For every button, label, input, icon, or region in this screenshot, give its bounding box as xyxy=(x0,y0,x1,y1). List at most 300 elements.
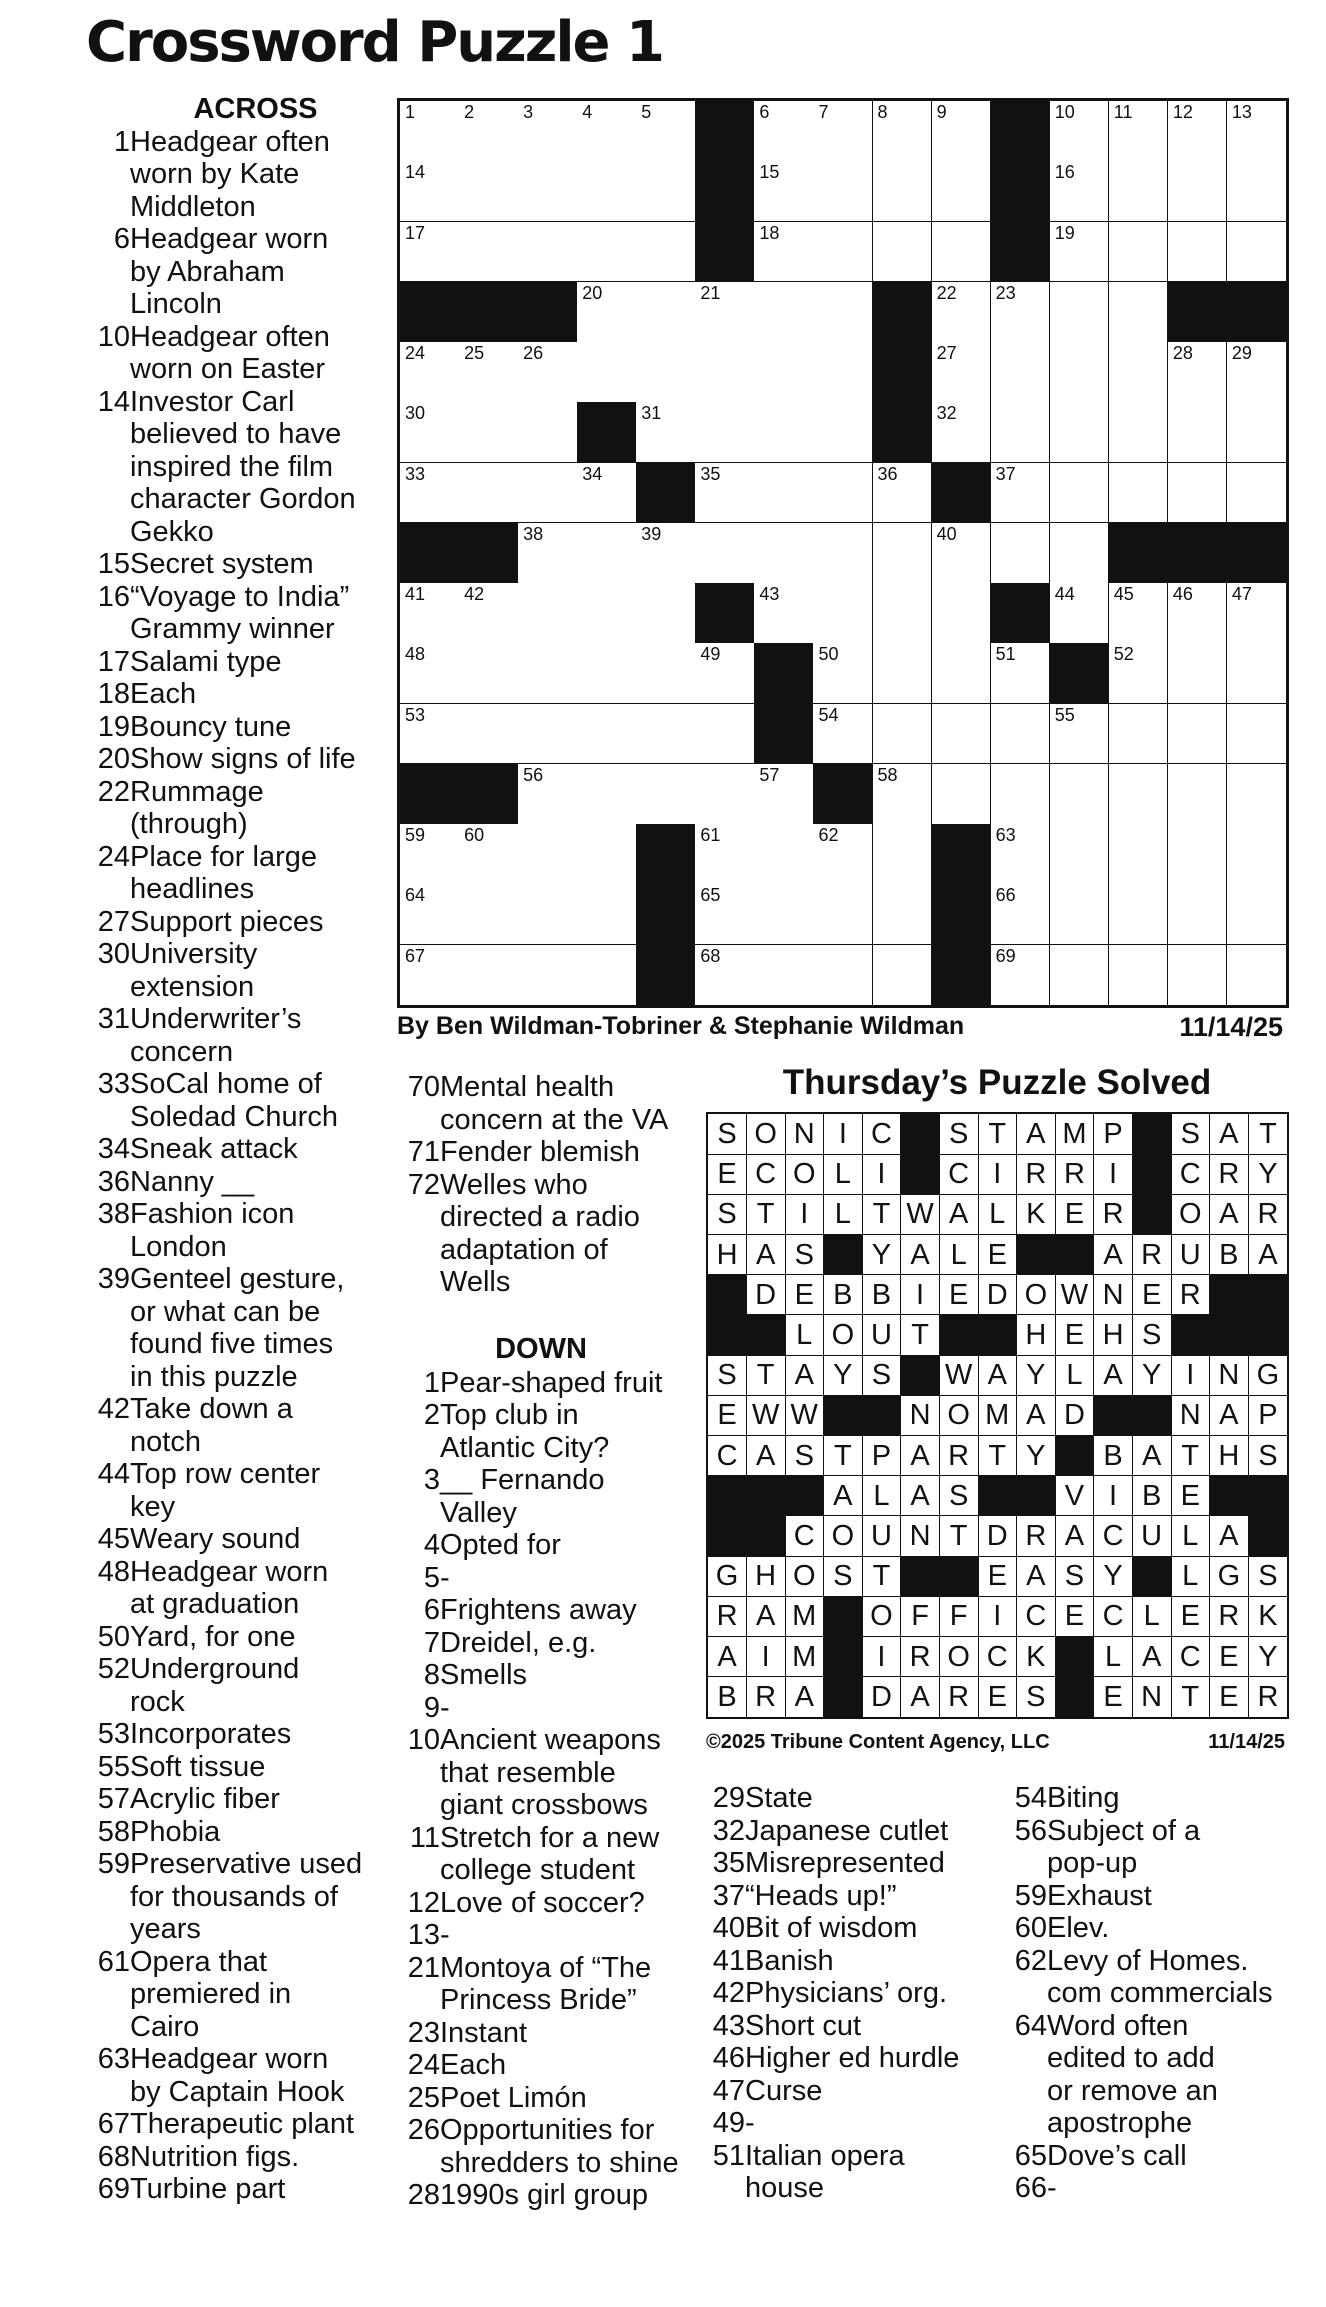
solution-letter: R xyxy=(1248,1194,1287,1235)
solution-grid xyxy=(706,1112,1289,1719)
grid-cell[interactable] xyxy=(991,945,1051,1005)
grid-cell[interactable] xyxy=(813,945,873,1005)
clue-text-line: Top club in xyxy=(440,1399,579,1431)
grid-cell[interactable] xyxy=(400,884,460,945)
grid-cell[interactable] xyxy=(459,945,519,1005)
grid-cell[interactable] xyxy=(695,945,755,1005)
grid-cell[interactable] xyxy=(873,884,933,945)
grid-cell[interactable] xyxy=(1109,402,1169,463)
solution-letter: W xyxy=(940,1355,979,1396)
clue-number: 48 xyxy=(97,1555,130,1588)
grid-cell[interactable] xyxy=(813,824,873,885)
grid-cell[interactable] xyxy=(1227,884,1286,945)
grid-cell[interactable] xyxy=(813,282,873,343)
clue-number: 20 xyxy=(97,743,130,775)
grid-cell[interactable] xyxy=(577,222,637,283)
grid-cell[interactable] xyxy=(695,523,755,584)
black-square xyxy=(518,282,578,343)
grid-cell[interactable] xyxy=(1050,824,1110,885)
cell-number: 6 xyxy=(759,102,770,122)
solution-letter: I xyxy=(747,1637,786,1678)
grid-cell[interactable] xyxy=(695,884,755,945)
grid-cell[interactable] xyxy=(400,463,460,524)
black-square xyxy=(695,583,755,644)
clue-text-line: extension xyxy=(130,970,255,1003)
grid-cell[interactable] xyxy=(695,643,755,704)
clue-text-line: Valley xyxy=(440,1496,517,1529)
grid-cell[interactable] xyxy=(518,342,578,403)
grid-cell[interactable] xyxy=(1227,402,1286,463)
grid-cell[interactable] xyxy=(754,764,814,825)
grid-cell[interactable] xyxy=(1050,523,1110,584)
grid-cell[interactable] xyxy=(873,643,933,704)
grid-cell[interactable] xyxy=(1168,463,1228,524)
clue-number: 5 xyxy=(423,1561,440,1594)
grid-cell[interactable] xyxy=(636,342,696,403)
clue-number: 3 xyxy=(423,1464,440,1496)
grid-cell[interactable] xyxy=(813,222,873,283)
clue-text-line: concern at the VA xyxy=(440,1103,669,1136)
grid-cell[interactable] xyxy=(400,643,460,704)
grid-cell[interactable] xyxy=(518,101,578,162)
clue-item xyxy=(396,2114,686,2179)
grid-cell[interactable] xyxy=(1109,463,1169,524)
grid-cell[interactable] xyxy=(400,945,460,1005)
clue-text-line: Levy of Homes. xyxy=(1047,1944,1249,1977)
grid-cell[interactable] xyxy=(400,222,460,283)
cell-number: 35 xyxy=(700,463,721,484)
clue-number: 24 xyxy=(97,840,130,873)
grid-cell[interactable] xyxy=(695,704,755,765)
grid-cell[interactable] xyxy=(518,704,578,765)
grid-cell[interactable] xyxy=(991,463,1051,524)
grid-cell[interactable] xyxy=(577,704,637,765)
grid-cell[interactable] xyxy=(873,824,933,885)
grid-cell[interactable] xyxy=(636,402,696,463)
clue-text-line: college student xyxy=(440,1854,636,1886)
clue-text-line: Bouncy tune xyxy=(130,710,292,743)
clue-number: 51 xyxy=(712,2139,745,2172)
grid-cell[interactable] xyxy=(932,643,992,704)
grid-cell[interactable] xyxy=(577,884,637,945)
grid-cell[interactable] xyxy=(636,583,696,644)
solution-letter: E xyxy=(1171,1476,1210,1517)
clue-item xyxy=(86,1133,381,1166)
solution-letter: I xyxy=(862,1637,901,1678)
cell-number: 38 xyxy=(523,523,544,544)
clue-item xyxy=(396,1562,686,1595)
grid-cell[interactable] xyxy=(1050,282,1110,343)
grid-cell[interactable] xyxy=(873,222,933,283)
grid-cell[interactable] xyxy=(813,643,873,704)
grid-cell[interactable] xyxy=(1050,161,1110,222)
grid-cell[interactable] xyxy=(813,342,873,403)
grid-cell[interactable] xyxy=(932,523,992,584)
grid-cell[interactable] xyxy=(518,945,578,1005)
grid-cell[interactable] xyxy=(1050,704,1110,765)
clue-text-line: for thousands of xyxy=(130,1880,338,1913)
clue-text-line: Instant xyxy=(440,2016,528,2049)
grid-cell[interactable] xyxy=(400,161,460,222)
grid-cell[interactable] xyxy=(1109,643,1169,704)
clue-number: 54 xyxy=(1014,1782,1047,1814)
grid-cell[interactable] xyxy=(577,282,637,343)
clue-item xyxy=(701,2042,991,2075)
clue-text-line: Banish xyxy=(745,1944,834,1977)
grid-cell[interactable] xyxy=(873,583,933,644)
grid-cell[interactable] xyxy=(577,643,637,704)
grid-cell[interactable] xyxy=(1227,945,1286,1005)
cell-number: 20 xyxy=(582,282,603,303)
grid-cell[interactable] xyxy=(636,222,696,283)
grid-cell[interactable] xyxy=(518,643,578,704)
grid-cell[interactable] xyxy=(1109,101,1169,162)
solution-letter: S xyxy=(708,1355,747,1396)
cell-number: 44 xyxy=(1054,584,1075,605)
solution-letter: B xyxy=(824,1275,863,1316)
black-square xyxy=(636,824,696,885)
grid-cell[interactable] xyxy=(695,764,755,825)
clue-item xyxy=(396,2082,686,2115)
clue-text-line: Love of soccer? xyxy=(440,1886,645,1919)
grid-cell[interactable] xyxy=(754,463,814,524)
grid-cell[interactable] xyxy=(518,222,578,283)
clue-text-line: Middleton xyxy=(130,190,256,223)
grid-cell[interactable] xyxy=(754,523,814,584)
grid-cell[interactable] xyxy=(1168,884,1228,945)
grid-cell[interactable] xyxy=(518,824,578,885)
grid-cell[interactable] xyxy=(1227,101,1286,162)
grid-cell[interactable] xyxy=(1050,463,1110,524)
solution-letter: A xyxy=(708,1637,747,1678)
grid-cell[interactable] xyxy=(518,402,578,463)
grid-cell[interactable] xyxy=(873,945,933,1005)
grid-cell[interactable] xyxy=(459,583,519,644)
solution-letter: H xyxy=(1017,1315,1056,1356)
grid-cell[interactable] xyxy=(873,704,933,765)
grid-cell[interactable] xyxy=(1109,764,1169,825)
grid-cell[interactable] xyxy=(932,282,992,343)
grid-cell[interactable] xyxy=(636,101,696,162)
grid-cell[interactable] xyxy=(459,463,519,524)
grid-cell[interactable] xyxy=(636,643,696,704)
grid-cell[interactable] xyxy=(1050,764,1110,825)
grid-cell[interactable] xyxy=(577,101,637,162)
solution-letter: A xyxy=(978,1355,1017,1396)
grid-cell[interactable] xyxy=(754,884,814,945)
grid-cell[interactable] xyxy=(991,402,1051,463)
grid-cell[interactable] xyxy=(1050,402,1110,463)
grid-cell[interactable] xyxy=(873,161,933,222)
solution-letter: A xyxy=(1094,1235,1133,1276)
grid-cell[interactable] xyxy=(1050,342,1110,403)
grid-cell[interactable] xyxy=(991,523,1051,584)
grid-cell[interactable] xyxy=(1168,643,1228,704)
down-clues-column-4 xyxy=(1003,1782,1303,2205)
solution-letter: A xyxy=(747,1596,786,1637)
grid-cell[interactable] xyxy=(1109,824,1169,885)
solution-letter: A xyxy=(1210,1194,1249,1235)
clue-item xyxy=(86,1068,381,1133)
clue-text-line: Opted for xyxy=(440,1529,561,1561)
solution-letter: C xyxy=(862,1114,901,1155)
grid-cell[interactable] xyxy=(754,824,814,885)
grid-cell[interactable] xyxy=(400,704,460,765)
clue-number: 10 xyxy=(97,320,130,353)
grid-cell[interactable] xyxy=(932,704,992,765)
grid-cell[interactable] xyxy=(1168,101,1228,162)
grid-cell[interactable] xyxy=(1168,945,1228,1005)
clue-text-line: Mental health xyxy=(440,1071,615,1103)
solution-letter: C xyxy=(978,1637,1017,1678)
grid-cell[interactable] xyxy=(1109,161,1169,222)
grid-cell[interactable] xyxy=(459,222,519,283)
grid-cell[interactable] xyxy=(1050,583,1110,644)
solution-black-square xyxy=(824,1596,863,1637)
grid-cell[interactable] xyxy=(636,704,696,765)
grid-cell[interactable] xyxy=(813,523,873,584)
grid-cell[interactable] xyxy=(636,161,696,222)
grid-cell[interactable] xyxy=(400,402,460,463)
grid-cell[interactable] xyxy=(577,764,637,825)
grid-cell[interactable] xyxy=(813,583,873,644)
grid-cell[interactable] xyxy=(991,342,1051,403)
cell-number: 30 xyxy=(405,403,426,424)
cell-number: 39 xyxy=(641,523,662,544)
grid-cell[interactable] xyxy=(459,643,519,704)
clue-text-line: Weary sound xyxy=(130,1523,301,1555)
solution-letter: T xyxy=(1171,1677,1210,1718)
grid-cell[interactable] xyxy=(518,764,578,825)
clue-text-line: shredders to shine xyxy=(440,2146,679,2179)
grid-cell[interactable] xyxy=(1050,884,1110,945)
grid-cell[interactable] xyxy=(459,402,519,463)
grid-cell[interactable] xyxy=(1109,342,1169,403)
grid-cell[interactable] xyxy=(754,101,814,162)
clue-number: 27 xyxy=(97,905,130,938)
grid-cell[interactable] xyxy=(1109,704,1169,765)
grid-cell[interactable] xyxy=(636,282,696,343)
grid-cell[interactable] xyxy=(1227,824,1286,885)
solution-black-square xyxy=(1171,1315,1210,1356)
grid-cell[interactable] xyxy=(813,704,873,765)
grid-cell[interactable] xyxy=(754,583,814,644)
clue-item xyxy=(86,1458,381,1523)
solution-letter: L xyxy=(1055,1355,1094,1396)
grid-cell[interactable] xyxy=(991,824,1051,885)
solution-black-square xyxy=(1055,1235,1094,1276)
grid-cell[interactable] xyxy=(518,523,578,584)
black-square xyxy=(459,282,519,343)
solution-letter: L xyxy=(1171,1556,1210,1597)
black-square xyxy=(1168,282,1228,343)
grid-cell[interactable] xyxy=(873,101,933,162)
grid-cell[interactable] xyxy=(577,342,637,403)
clue-item xyxy=(701,1782,991,1815)
grid-cell[interactable] xyxy=(636,764,696,825)
grid-cell[interactable] xyxy=(754,161,814,222)
clue-item xyxy=(396,2017,686,2050)
grid-cell[interactable] xyxy=(1227,222,1286,283)
clue-number: 1 xyxy=(113,125,130,158)
solution-letter: N xyxy=(1094,1275,1133,1316)
grid-cell[interactable] xyxy=(1050,945,1110,1005)
solution-letter: E xyxy=(1055,1596,1094,1637)
grid-cell[interactable] xyxy=(695,402,755,463)
clues-column-2 xyxy=(396,1071,686,2212)
grid-cell[interactable] xyxy=(1109,945,1169,1005)
cell-number: 60 xyxy=(464,825,485,846)
grid-cell[interactable] xyxy=(400,101,460,162)
grid-cell[interactable] xyxy=(813,101,873,162)
grid-cell[interactable] xyxy=(1227,161,1286,222)
solution-letter: O xyxy=(785,1556,824,1597)
grid-cell[interactable] xyxy=(1168,704,1228,765)
grid-cell[interactable] xyxy=(932,764,992,825)
solution-black-square xyxy=(1210,1315,1249,1356)
black-square xyxy=(459,523,519,584)
down-clue-list-continued-2 xyxy=(1003,1782,1303,2205)
black-square xyxy=(873,342,933,403)
grid-cell[interactable] xyxy=(577,824,637,885)
clue-text-line: 1990s girl group xyxy=(440,2179,648,2211)
clue-number: 13 xyxy=(407,1919,440,1951)
grid-cell[interactable] xyxy=(1168,402,1228,463)
black-square xyxy=(754,643,814,704)
grid-cell[interactable] xyxy=(932,583,992,644)
solution-black-square xyxy=(1133,1114,1172,1155)
grid-cell[interactable] xyxy=(873,523,933,584)
grid-cell[interactable] xyxy=(991,282,1051,343)
clue-item xyxy=(86,678,381,711)
grid-cell[interactable] xyxy=(695,342,755,403)
grid-cell[interactable] xyxy=(1168,583,1228,644)
grid-cell[interactable] xyxy=(518,161,578,222)
grid-cell[interactable] xyxy=(1109,282,1169,343)
grid-cell[interactable] xyxy=(459,704,519,765)
grid-cell[interactable] xyxy=(518,463,578,524)
grid-cell[interactable] xyxy=(1168,222,1228,283)
grid-cell[interactable] xyxy=(459,824,519,885)
grid-cell[interactable] xyxy=(813,402,873,463)
clue-number: 28 xyxy=(407,2179,440,2211)
grid-cell[interactable] xyxy=(1109,222,1169,283)
solution-letter: P xyxy=(1248,1395,1287,1436)
grid-cell[interactable] xyxy=(695,282,755,343)
grid-cell[interactable] xyxy=(1050,101,1110,162)
grid-cell[interactable] xyxy=(754,342,814,403)
grid-cell[interactable] xyxy=(991,643,1051,704)
grid-cell[interactable] xyxy=(813,463,873,524)
grid-cell[interactable] xyxy=(400,583,460,644)
grid-cell[interactable] xyxy=(1050,222,1110,283)
grid-cell[interactable] xyxy=(1227,643,1286,704)
clue-item xyxy=(86,581,381,646)
grid-cell[interactable] xyxy=(400,342,460,403)
grid-cell[interactable] xyxy=(636,523,696,584)
solution-letter: A xyxy=(785,1677,824,1718)
grid-cell[interactable] xyxy=(695,463,755,524)
grid-cell[interactable] xyxy=(459,101,519,162)
cell-number: 42 xyxy=(464,584,485,605)
solution-letter: V xyxy=(1055,1476,1094,1517)
solution-letter: C xyxy=(1171,1637,1210,1678)
grid-cell[interactable] xyxy=(1168,824,1228,885)
grid-cell[interactable] xyxy=(459,342,519,403)
solution-letter: U xyxy=(1133,1516,1172,1557)
clue-item xyxy=(701,1977,991,2010)
solution-letter: B xyxy=(708,1677,747,1718)
grid-cell[interactable] xyxy=(754,945,814,1005)
grid-cell[interactable] xyxy=(1109,884,1169,945)
solution-letter: G xyxy=(708,1556,747,1597)
grid-cell[interactable] xyxy=(518,884,578,945)
grid-cell[interactable] xyxy=(577,945,637,1005)
grid-cell[interactable] xyxy=(400,824,460,885)
grid-cell[interactable] xyxy=(754,402,814,463)
crossword-grid xyxy=(397,98,1289,1008)
grid-cell[interactable] xyxy=(873,764,933,825)
grid-cell[interactable] xyxy=(1168,764,1228,825)
grid-cell[interactable] xyxy=(1227,764,1286,825)
clue-number: 26 xyxy=(407,2114,440,2146)
grid-cell[interactable] xyxy=(577,463,637,524)
grid-cell[interactable] xyxy=(1227,463,1286,524)
cell-number: 7 xyxy=(818,102,829,122)
grid-cell[interactable] xyxy=(459,161,519,222)
solution-letter: S xyxy=(862,1355,901,1396)
grid-cell[interactable] xyxy=(813,884,873,945)
grid-cell[interactable] xyxy=(932,101,992,162)
grid-cell[interactable] xyxy=(1227,704,1286,765)
black-square xyxy=(932,945,992,1005)
grid-cell[interactable] xyxy=(459,884,519,945)
grid-cell[interactable] xyxy=(932,402,992,463)
clue-item xyxy=(86,1198,381,1263)
cell-number: 5 xyxy=(641,102,652,122)
grid-cell[interactable] xyxy=(932,222,992,283)
clue-item xyxy=(396,1919,686,1952)
solution-letter: T xyxy=(978,1436,1017,1477)
grid-cell[interactable] xyxy=(1227,342,1286,403)
grid-cell[interactable] xyxy=(754,222,814,283)
clue-number: 22 xyxy=(97,775,130,808)
solution-black-square xyxy=(708,1315,747,1356)
grid-cell[interactable] xyxy=(813,161,873,222)
grid-cell[interactable] xyxy=(577,583,637,644)
solution-letter: E xyxy=(978,1235,1017,1276)
grid-cell[interactable] xyxy=(932,342,992,403)
clue-text-line: Italian opera xyxy=(745,2139,905,2172)
grid-cell[interactable] xyxy=(932,161,992,222)
cell-number: 45 xyxy=(1113,584,1134,605)
grid-cell[interactable] xyxy=(991,884,1051,945)
grid-cell[interactable] xyxy=(1168,161,1228,222)
grid-cell[interactable] xyxy=(695,824,755,885)
grid-cell[interactable] xyxy=(991,764,1051,825)
grid-cell[interactable] xyxy=(873,463,933,524)
grid-cell[interactable] xyxy=(1168,342,1228,403)
grid-cell[interactable] xyxy=(1227,583,1286,644)
solution-letter: H xyxy=(708,1235,747,1276)
black-square xyxy=(1109,523,1169,584)
grid-cell[interactable] xyxy=(577,161,637,222)
grid-cell[interactable] xyxy=(518,583,578,644)
grid-cell[interactable] xyxy=(991,704,1051,765)
grid-cell[interactable] xyxy=(577,523,637,584)
grid-cell[interactable] xyxy=(1109,583,1169,644)
grid-cell[interactable] xyxy=(754,282,814,343)
